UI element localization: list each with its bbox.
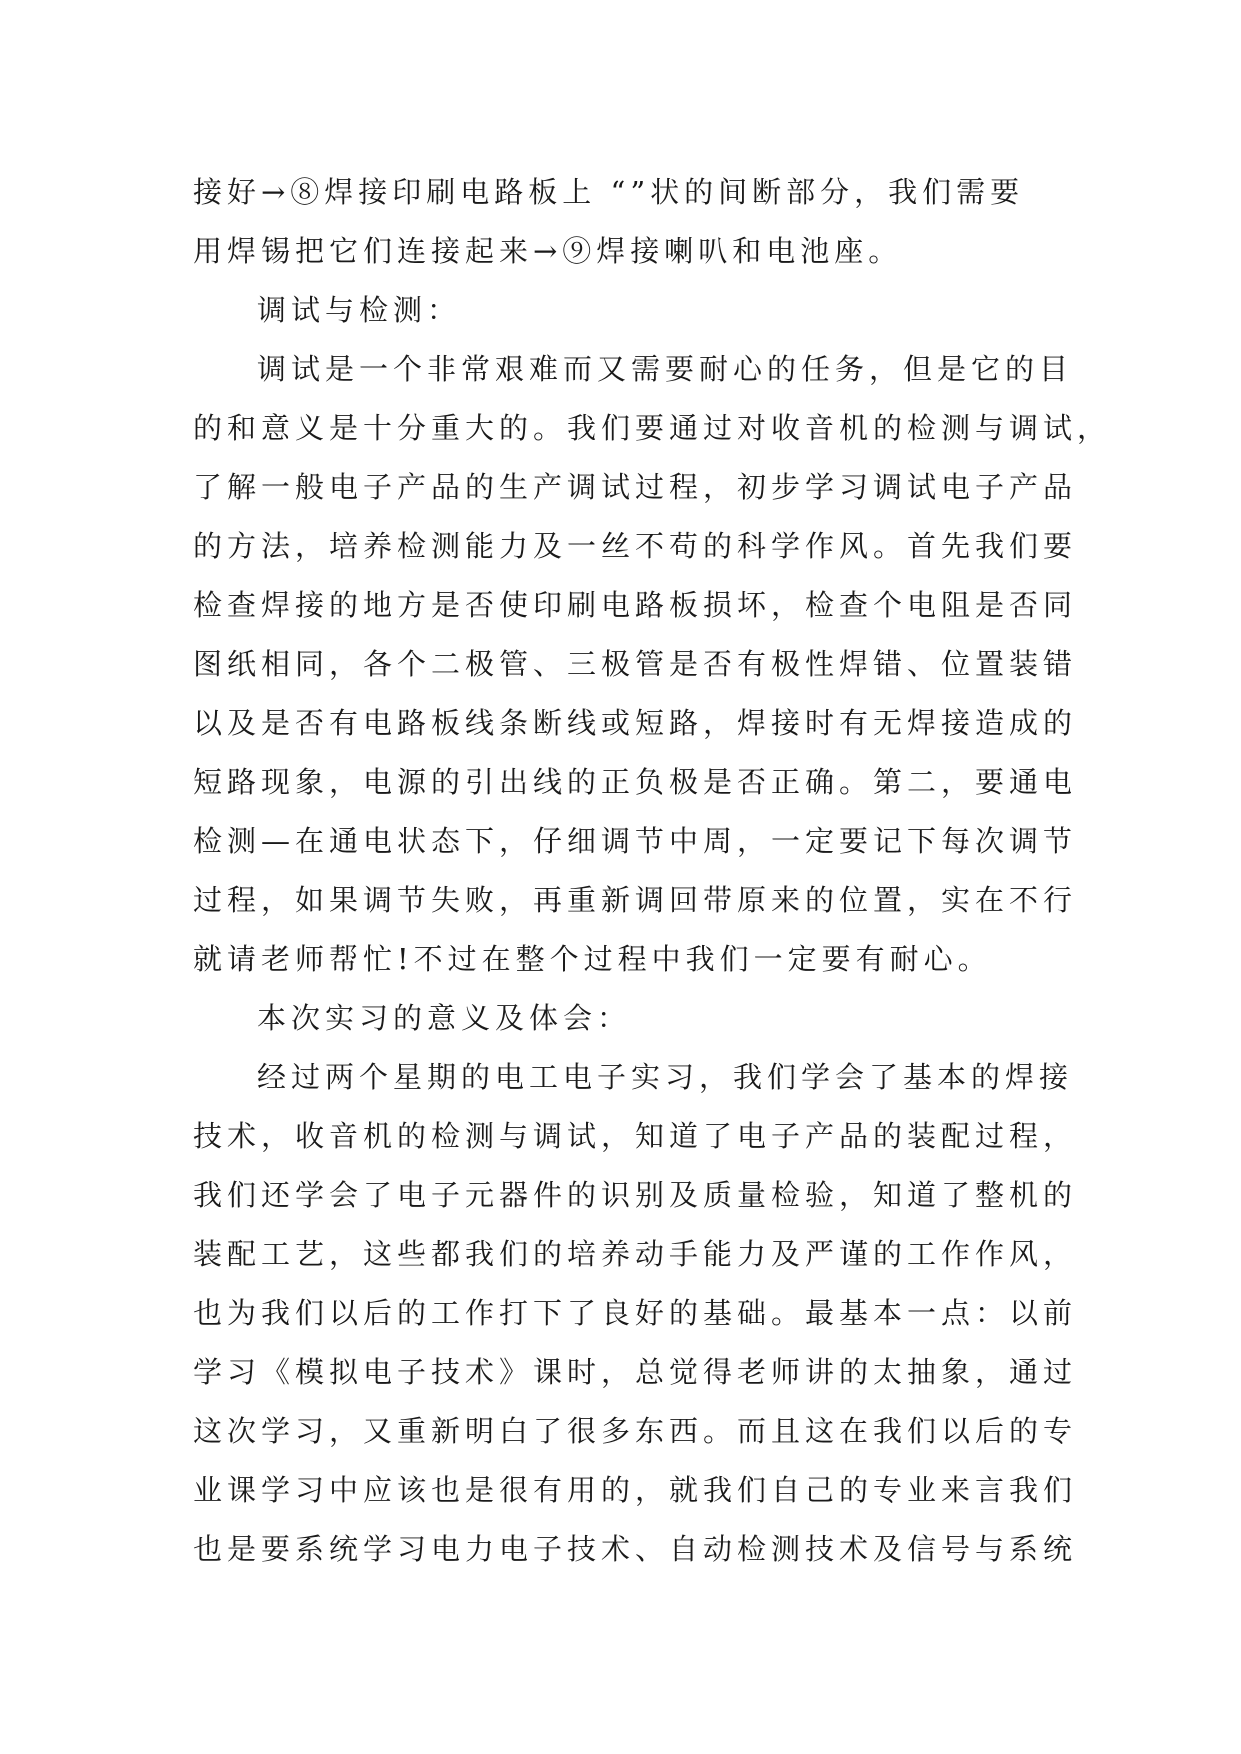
text-line: 调试是一个非常艰难而又需要耐心的任务，但是它的目 [257, 352, 1074, 386]
text-line: 检测—在通电状态下，仔细调节中周，一定要记下每次调节 [193, 824, 1078, 858]
text-line: 检查焊接的地方是否使印刷电路板损坏，检查个电阻是否同 [193, 588, 1078, 622]
text-line: 了解一般电子产品的生产调试过程，初步学习调试电子产品 [193, 470, 1078, 504]
text-line: 以及是否有电路板线条断线或短路，焊接时有无焊接造成的 [193, 706, 1078, 740]
text-line: 经过两个星期的电工电子实习，我们学会了基本的焊接 [257, 1060, 1074, 1094]
text-line: 技术，收音机的检测与调试，知道了电子产品的装配过程， [193, 1119, 1078, 1153]
text-line: 调试与检测： [257, 293, 462, 327]
text-line: 接好→⑧焊接印刷电路板上 “”状的间断部分，我们需要 [193, 175, 1025, 209]
text-line: 过程，如果调节失败，再重新调回带原来的位置，实在不行 [193, 883, 1078, 917]
text-line: 用焊锡把它们连接起来→⑨焊接喇叭和电池座。 [193, 234, 903, 268]
text-line: 本次实习的意义及体会： [257, 1001, 632, 1035]
text-line: 学习《模拟电子技术》课时，总觉得老师讲的太抽象，通过 [193, 1355, 1078, 1389]
text-line: 装配工艺，这些都我们的培养动手能力及严谨的工作作风， [193, 1237, 1078, 1271]
text-line: 的方法，培养检测能力及一丝不苟的科学作风。首先我们要 [193, 529, 1078, 563]
text-line: 图纸相同，各个二极管、三极管是否有极性焊错、位置装错 [193, 647, 1078, 681]
text-line: 就请老师帮忙!不过在整个过程中我们一定要有耐心。 [193, 942, 992, 976]
text-line: 业课学习中应该也是很有用的，就我们自己的专业来言我们 [193, 1473, 1078, 1507]
document-body [193, 163, 1112, 1579]
text-line: 短路现象，电源的引出线的正负极是否正确。第二，要通电 [193, 765, 1078, 799]
text-line: 也是要系统学习电力电子技术、自动检测技术及信号与系统 [193, 1532, 1078, 1566]
text-line: 我们还学会了电子元器件的识别及质量检验，知道了整机的 [193, 1178, 1078, 1212]
text-line: 也为我们以后的工作打下了良好的基础。最基本一点：以前 [193, 1296, 1078, 1330]
text-line: 的和意义是十分重大的。我们要通过对收音机的检测与调试， [193, 411, 1112, 445]
text-line: 这次学习，又重新明白了很多东西。而且这在我们以后的专 [193, 1414, 1078, 1448]
